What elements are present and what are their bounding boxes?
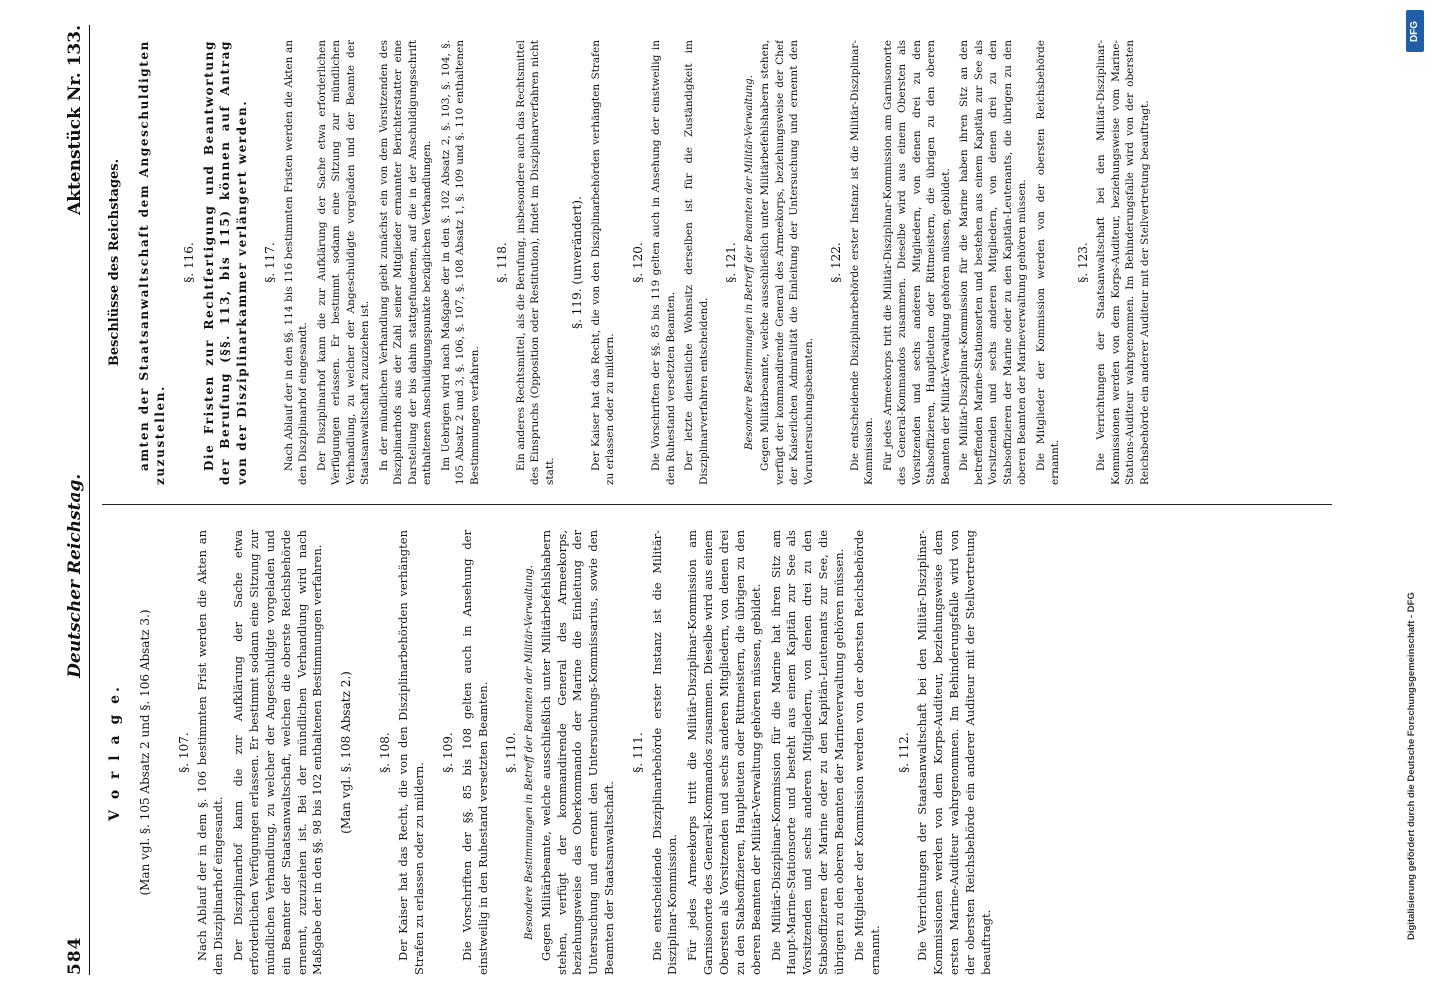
section-paragraph: Der Disziplinarhof kann die zur Aufklärung der Sache etwa erforderlichen Verfügungen erlassen. Er bestimmt sodann eine Sitzung zur mündlichen Verhandlung, zu welcher der Angeschuldigte vorgeladen und der Beamte der Staatsanwaltschaft zuzuziehen ist. bbox=[315, 40, 372, 485]
page-number: 584 bbox=[65, 936, 85, 975]
section-paragraph: Die Militär-Disziplinar-Kommission für die Marine haben ihren Sitz an den betreffenden Marine-Stationsorten und bestehen aus einem Kapitän zur See als Vorsitzenden und sechs anderen Mitgliedern, von denen drei zu den Stabsoffizieren der Marine oder zu den Kapitän-Leutenants, die übrigen zu den oberen Beamten der Marineverwaltung gehören müssen. bbox=[958, 40, 1029, 485]
section-paragraph: Der letzte dienstliche Wohnsitz derselben ist für die Zuständigkeit im Disziplinarverfahren entscheidend. bbox=[683, 40, 710, 485]
header-publication: Deutscher Reichstag. bbox=[65, 473, 85, 678]
section-paragraph: Gegen Militärbeamte, welche ausschließlich unter Militärbefehlshabern stehen, verfügt der kommandirende General des Armeekorps, beziehungsweise der Chef der Kaiserlichen Admiralität die Einleitung der Untersuchung und ernennt den Voruntersuchungsbeamten. bbox=[759, 40, 815, 485]
column-divider bbox=[102, 504, 1332, 505]
section-paragraph: Die Vorschriften der §§. 85 bis 119 gelten auch in Ansehung der einstweilig in den Ruhestand versetzten Beamten. bbox=[650, 40, 677, 485]
section-heading: §. 108. bbox=[377, 732, 392, 773]
section-paragraph: Im Uebrigen wird nach Maßgabe der in den §. 102 Absatz 2, §. 103, §. 104, §. 105 Absatz 2 und 3, §. 106, §. 107, §. 108 Absatz 1, §. 109 und §. 110 enthaltenen Bestimmungen verfahren. bbox=[439, 40, 481, 485]
section-heading: §. 111. bbox=[631, 732, 645, 773]
page-header bbox=[50, 25, 90, 975]
section-heading: §. 116. bbox=[182, 242, 197, 283]
right-column-title: Beschlüsse des Reichstages. bbox=[107, 158, 122, 367]
header-document-number: Aktenstück Nr. 133. bbox=[65, 25, 85, 216]
section-heading: §. 117. bbox=[263, 242, 278, 283]
right-opening-text: amten der Staatsanwaltschaft dem Angeschuldigten zuzustellen. bbox=[136, 40, 168, 485]
section-paragraph: Der Disziplinarhof kann die zur Aufklärung der Sache etwa erforderlichen Verfügungen erlassen. Er bestimmt sodann eine Sitzung zur mündlichen Verhandlung, zu welcher der Angeschuldigte vorgeladen und ein Beamter der Staatsanwaltschaft, welchen die oberste Reichsbehörde ernennt, zuzuziehen ist. Bei der mündlichen Verhandlung wird nach Maßgabe der in den §§. 98 bis 102 enthaltenen Bestimmungen verfahren. bbox=[231, 530, 325, 975]
section-paragraph: Die entscheidende Disziplinarbehörde erster Instanz ist die Militär-Disziplinar-Kommission. bbox=[649, 530, 680, 975]
section-heading: §. 118. bbox=[495, 242, 510, 283]
section-paragraph: Die Mitglieder der Kommission werden von der obersten Reichsbehörde ernannt. bbox=[1034, 40, 1062, 485]
right-sections bbox=[181, 40, 1152, 485]
section-paragraph: Für jedes Armeekorps tritt die Militär-Disziplinar-Kommission am Garnisonorte des General-Kommandos zusammen. Dieselbe wird aus einem Obersten als Vorsitzenden und sechs anderen Mitgliedern, von denen drei zu den Stabsoffizieren, Hauptleuten oder Rittmeistern, die übrigen zu den oberen Beamten der Militär-Verwaltung gehören müssen, gebildet. bbox=[685, 530, 763, 975]
dfg-logo bbox=[1406, 10, 1424, 52]
intro-note: (Man vgl. §. 105 Absatz 2 und §. 106 Absatz 3.) bbox=[138, 609, 153, 896]
section-heading: §. 122. bbox=[829, 242, 844, 283]
section-heading: §. 110. bbox=[504, 732, 519, 773]
left-sections bbox=[176, 530, 995, 975]
section-heading: §. 107. bbox=[176, 732, 191, 773]
section-paragraph: Die Fristen zur Rechtfertigung und Beantwortung der Berufung (§§. 113, bis 115) können auf Antrag von der Disziplinarkammer verlängert werden. bbox=[201, 40, 249, 485]
section-margin-hint: Besondere Bestimmungen in Betreff der Beamten der Militär-Verwaltung. bbox=[743, 75, 755, 450]
section-paragraph: Die Mitglieder der Kommission werden von der obersten Reichsbehörde ernannt. bbox=[851, 530, 882, 975]
section-paragraph: In der mündlichen Verhandlung giebt zunächst ein von dem Vorsitzenden des Disziplinarhofs aus der Zahl seiner Mitglieder ernannter Berichterstatter eine Darstellung der bis dahin stattgefundenen, auf die in der Anschuldigungsschrift enthaltenen Anschuldigungspunkte bezüglichen Verhandlungen. bbox=[377, 40, 434, 485]
section-paragraph: Ein anderes Rechtsmittel, als die Berufung, insbesondere auch das Rechtsmittel des Einspruchs (Opposition oder Restitution), findet im Disziplinarverfahren nicht statt. bbox=[514, 40, 556, 485]
section-note: (Man vgl. §. 108 Absatz 2.) bbox=[339, 671, 354, 834]
section-paragraph: Der Kaiser hat das Recht, die von den Disziplinarbehörden verhängten Strafen zu erlassen oder zu mildern. bbox=[589, 40, 617, 485]
left-column-vorlage bbox=[102, 530, 1332, 975]
section-heading: §. 112. bbox=[896, 732, 911, 773]
section-heading: §. 123. bbox=[1075, 242, 1090, 283]
section-paragraph: Die Militär-Disziplinar-Kommission für die Marine hat ihren Sitz am Haupt-Marine-Stationsorte und besteht aus einem Kapitän zur See als Vorsitzenden und sechs anderen Mitgliedern, von denen drei zu den Stabsoffizieren der Marine oder zu den Kapitän-Leutenants zur See, die übrigen zu den oberen Beamten der Marineverwaltung gehören müssen. bbox=[768, 530, 846, 975]
rotated-document-page bbox=[50, 25, 1380, 975]
left-column-title: V o r l a g e. bbox=[107, 684, 123, 821]
section-paragraph: Die Vorschriften der §§. 85 bis 108 gelten auch in Ansehung der einstweilig in den Ruhestand versetzten Beamten. bbox=[459, 530, 490, 975]
dfg-logo-text: DFG bbox=[1409, 20, 1421, 42]
section-paragraph: Die Verrichtungen der Staatsanwaltschaft bei den Militär-Disziplinar-Kommissionen werden von dem Korps-Auditeur, beziehungsweise dem ersten Marine-Auditeur wahrgenommen. Im Behinderungsfalle wird von der obersten Reichsbehörde ein anderer Auditeur mit der Stellvertretung beauftragt. bbox=[915, 530, 993, 975]
section-paragraph: Nach Ablauf der in dem §. 106 bestimmten Frist werden die Akten an den Disziplinarhof eingesandt. bbox=[195, 530, 226, 975]
section-paragraph: Gegen Militärbeamte, welche ausschließlich unter Militärbefehlshabern stehen, verfügt der kommandirende General des Armeekorps, beziehungsweise das Oberkommando der Marine die Einleitung der Untersuchung und ernennt den Untersuchungs-Kommissarius, sowie den Beamten der Staatsanwaltschaft. bbox=[538, 530, 617, 975]
section-paragraph: Der Kaiser hat das Recht, die von den Disziplinarbehörden verhängten Strafen zu erlassen oder zu mildern. bbox=[396, 530, 427, 975]
section-heading: §. 121. bbox=[724, 242, 739, 283]
section-heading: §. 120. bbox=[630, 242, 645, 283]
section-heading: §. 109. bbox=[441, 732, 456, 773]
watermark-text: Digitalisierung gefördert durch die Deutsche Forschungsgemeinschaft - DFG bbox=[1406, 592, 1417, 940]
section-margin-hint: Besondere Bestimmungen in Betreff der Beamten der Militär-Verwaltung. bbox=[523, 565, 535, 940]
digitization-watermark bbox=[1406, 60, 1422, 940]
section-paragraph: Die Verrichtungen der Staatsanwaltschaft bei den Militär-Disziplinar-Kommissionen werden von dem Korps-Auditeur, beziehungsweise vom Marine-Stations-Auditeur wahrgenommen. Im Behinderungsfalle wird von der obersten Reichsbehörde ein anderer Auditeur mit der Stellvertretung beauftragt. bbox=[1095, 40, 1151, 485]
section-heading: §. 119. (unverändert). bbox=[570, 196, 585, 329]
section-paragraph: Nach Ablauf der in den §§. 114 bis 116 bestimmten Fristen werden die Akten an den Disziplinarhof eingesandt. bbox=[282, 40, 310, 485]
section-paragraph: Für jedes Armeekorps tritt die Militär-Disziplinar-Kommission am Garnisonorte des General-Kommandos zusammen. Dieselbe wird aus einem Obersten als Vorsitzenden und sechs anderen Mitgliedern, von denen drei zu den Stabsoffizieren, Hauptleuten oder Rittmeistern, die übrigen zu den oberen Beamten der Militär-Verwaltung gehören müssen, gebildet. bbox=[881, 40, 952, 485]
section-paragraph: Die entscheidende Disziplinarbehörde erster Instanz ist die Militär-Disziplinar-Kommission. bbox=[848, 40, 876, 485]
right-column-beschluesse bbox=[102, 40, 1332, 485]
